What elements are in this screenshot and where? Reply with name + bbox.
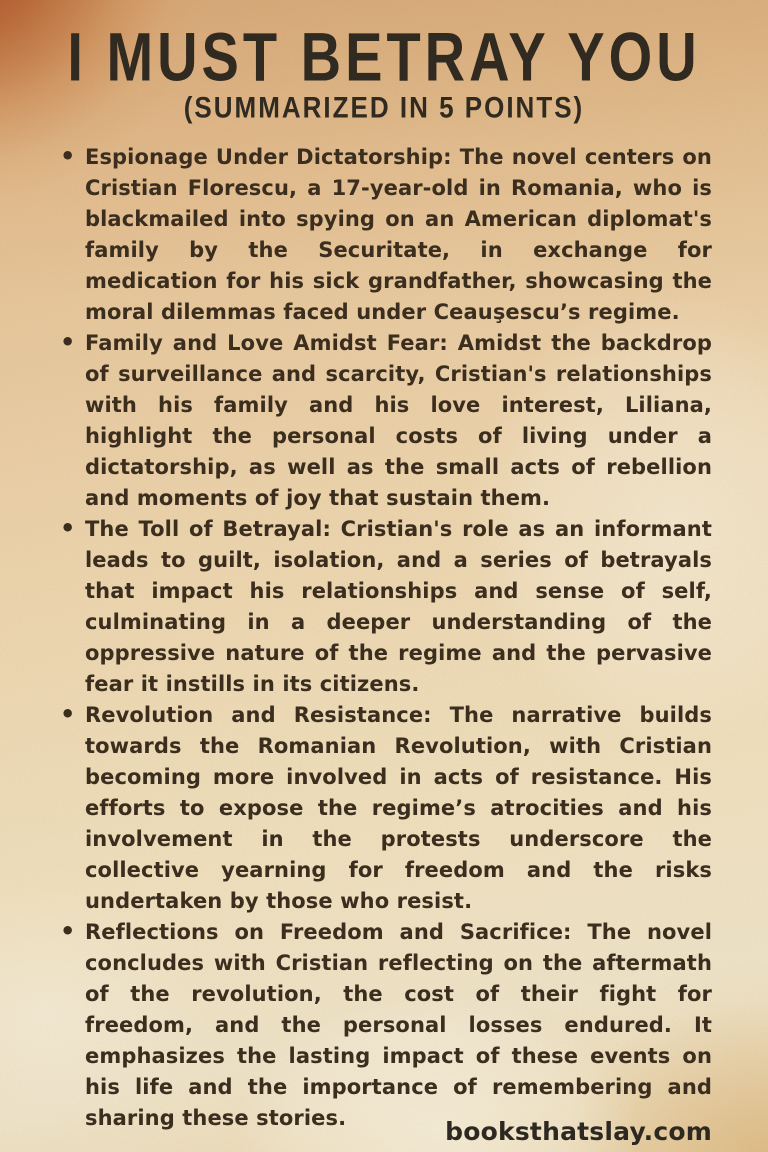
- summary-point: [58, 142, 712, 328]
- summary-point-text: Family and Love Amidst Fear: Amidst the backdrop of surveillance and scarcity, Cristian's relationships with his family and his love interest, Liliana, highlight the personal costs of living under a dictatorship, as well as the small acts of rebellion and moments of joy that sustain them.: [85, 331, 712, 510]
- bullet-icon: •: [60, 700, 76, 728]
- page-subtitle: (SUMMARIZED IN 5 POINTS): [183, 90, 585, 125]
- summary-point-text: Revolution and Resistance: The narrative builds towards the Romanian Revolution, with Cristian becoming more involved in acts of resistance. His efforts to expose the regime’s atrocities and his involvement in the protests underscore the collective yearning for freedom and the risks undertaken by those who resist.: [85, 703, 712, 913]
- summary-point: [58, 917, 712, 1134]
- bullet-icon: •: [60, 328, 76, 356]
- site-watermark: booksthatslay.com: [445, 1117, 712, 1146]
- summary-point: [58, 328, 712, 514]
- summary-point-text: Espionage Under Dictatorship: The novel centers on Cristian Florescu, a 17-year-old in Romania, who is blackmailed into spying on an American diplomat's family by the Securitate, in exchange for medication for his sick grandfather, showcasing the moral dilemmas faced under Ceauşescu’s regime.: [85, 145, 712, 324]
- header: [0, 0, 768, 125]
- summary-point: [58, 700, 712, 917]
- bullet-icon: •: [60, 917, 76, 945]
- bullet-icon: •: [60, 142, 76, 170]
- summary-list: [0, 142, 768, 1134]
- summary-point: [58, 514, 712, 700]
- summary-point-text: The Toll of Betrayal: Cristian's role as an informant leads to guilt, isolation, and a series of betrayals that impact his relationships and sense of self, culminating in a deeper understanding of the oppressive nature of the regime and the pervasive fear it instills in its citizens.: [85, 517, 712, 696]
- bullet-icon: •: [60, 514, 76, 542]
- page-title: I MUST BETRAY YOU: [67, 18, 701, 96]
- summary-point-text: Reflections on Freedom and Sacrifice: The novel concludes with Cristian reflecting on the aftermath of the revolution, the cost of their fight for freedom, and the personal losses endured. It emphasizes the lasting impact of these events on his life and the importance of remembering and sharing these stories.: [85, 920, 712, 1130]
